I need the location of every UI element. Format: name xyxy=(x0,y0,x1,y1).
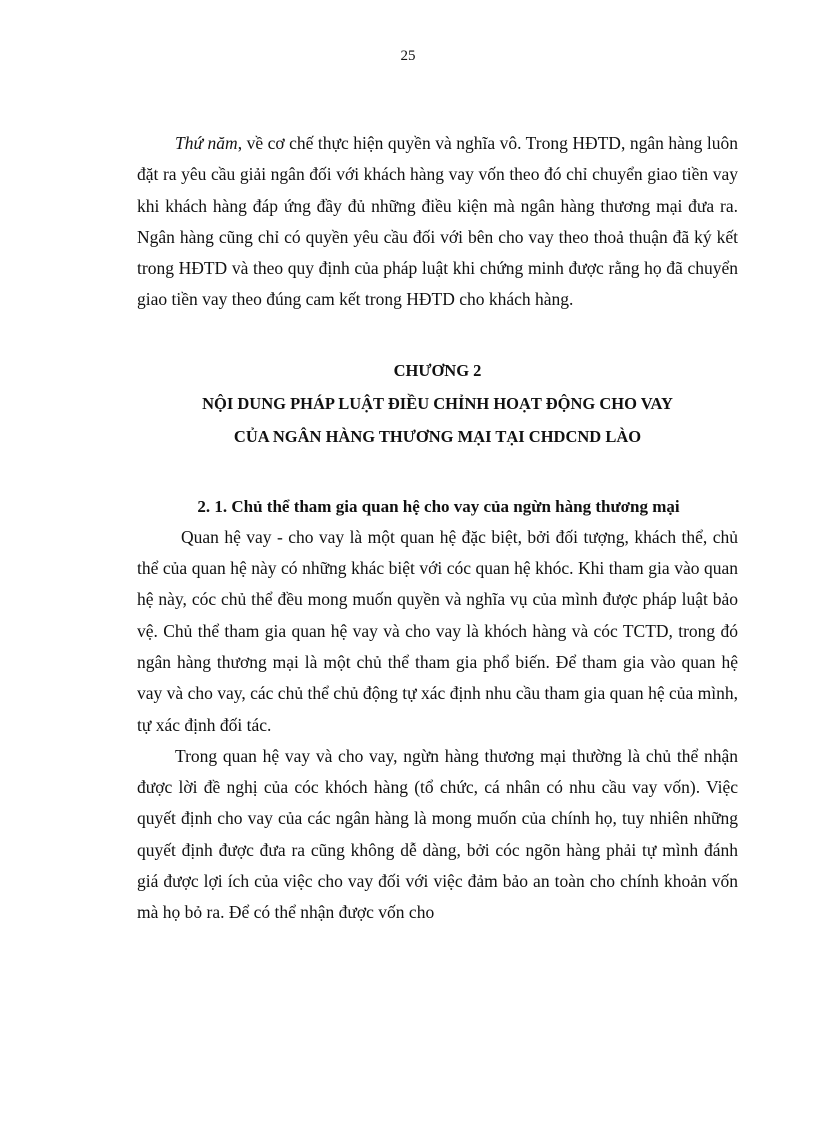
section-heading: 2. 1. Chủ thể tham gia quan hệ cho vay của ngừn hàng thương mại xyxy=(197,496,680,516)
document-body xyxy=(137,128,738,929)
chapter-title-line-2: CỦA NGÂN HÀNG THƯƠNG MẠI TẠI CHDCND LÀO xyxy=(233,426,642,446)
section-paragraph-2: Trong quan hệ vay và cho vay, ngừn hàng thương mại thường là chủ thể nhận được lời đề nghị của cóc khóch hàng (tổ chức, cá nhân có nhu cầu vay vốn). Việc quyết định cho vay của các ngân hàng là mong muốn của chính họ, tuy nhiên những quyết định được đưa ra cũng không dễ dàng, bởi cóc ngõn hàng phải tự mình đánh giá được lợi ích của việc cho vay đối với việc đảm bảo an toàn cho chính khoản vốn mà họ bỏ ra. Để có thể nhận được vốn cho xyxy=(137,745,738,923)
intro-paragraph xyxy=(137,128,738,316)
section-paragraph-1: Quan hệ vay - cho vay là một quan hệ đặc biệt, bởi đối tượng, khách thể, chủ thể của quan hệ này có những khác biệt với cóc quan hệ khóc. Khi tham gia vào quan hệ này, cóc chủ thể đều mong muốn quyền và nghĩa vụ của mình được pháp luật bảo vệ. Chủ thể tham gia quan hệ vay và cho vay là khóch hàng và cóc TCTD, trong đó ngân hàng thương mại là một chủ thể tham gia phổ biến. Để tham gia vào quan hệ vay và cho vay, các chủ thể chủ động tự xác định nhu cầu tham gia quan hệ của mình, tự xác định đối tác. xyxy=(137,526,738,735)
chapter-title-line-1: NỘI DUNG PHÁP LUẬT ĐIỀU CHỈNH HOẠT ĐỘNG CHO VAY xyxy=(202,393,673,413)
intro-lead-italic: Thứ năm xyxy=(175,133,238,153)
chapter-heading xyxy=(137,354,738,453)
page-number: 25 xyxy=(400,48,416,64)
chapter-label: CHƯƠNG 2 xyxy=(393,360,482,380)
intro-text: , về cơ chế thực hiện quyền và nghĩa vô. Trong HĐTD, ngân hàng luôn đặt ra yêu cầu giải ngân đối với khách hàng vay vốn theo đó chỉ chuyển giao tiền vay khi khách hàng đáp ứng đầy đủ những điều kiện mà ngân hàng thương mại đưa ra. Ngân hàng cũng chỉ có quyền yêu cầu đối với bên cho vay theo thoả thuận đã ký kết trong HĐTD và theo quy định của pháp luật khi chứng minh được rằng họ đã chuyển giao tiền vay theo đúng cam kết trong HĐTD cho khách hàng. xyxy=(137,133,738,310)
